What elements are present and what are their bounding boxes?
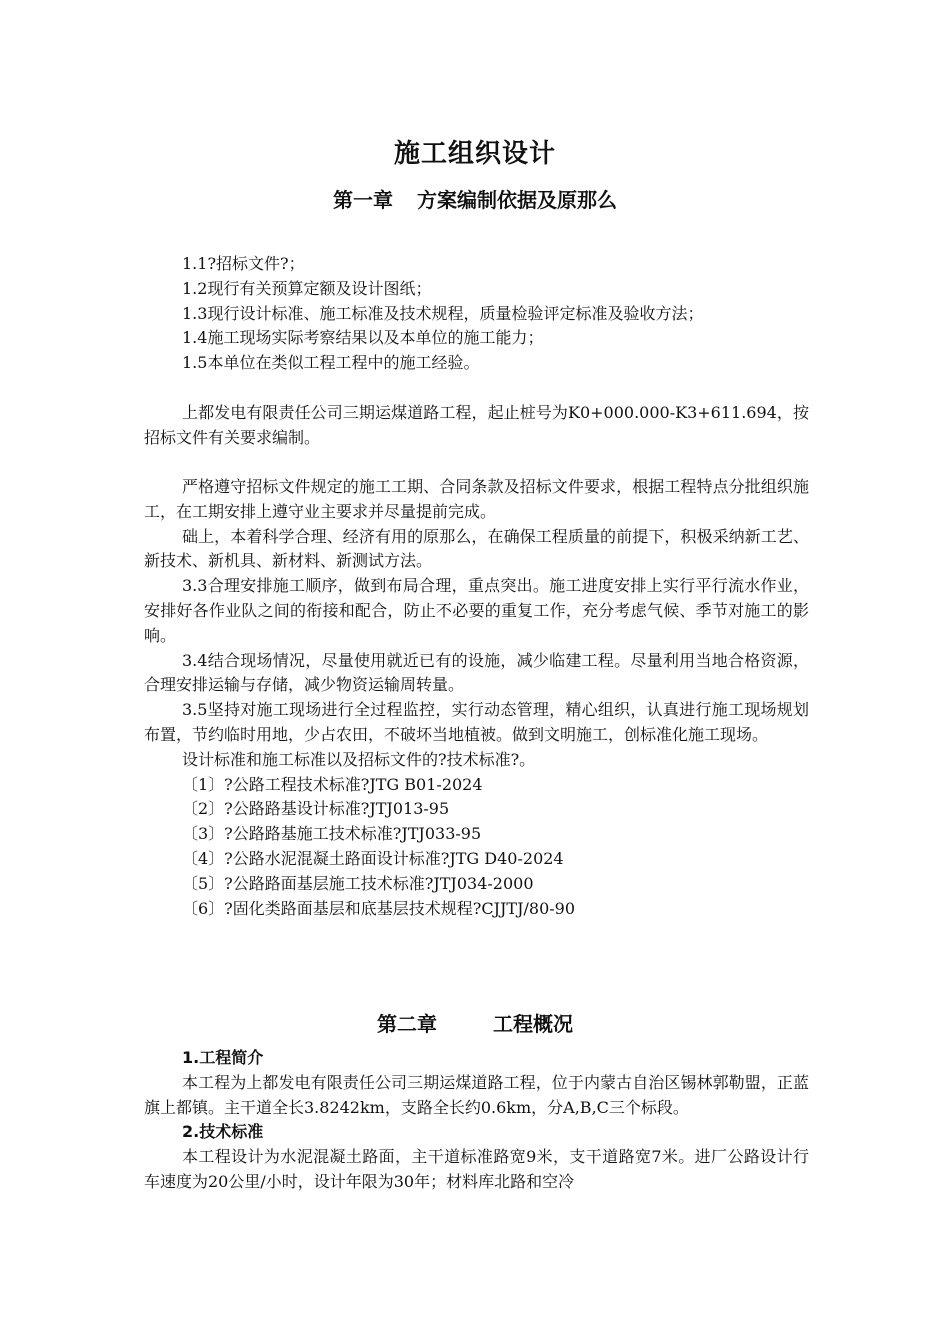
standard-item: 〔6〕?固化类路面基层和底基层技术规程?CJJTJ/80-90 — [182, 898, 576, 918]
standard-item: 〔3〕?公路路基施工技术标准?JTJ033-95 — [182, 824, 482, 844]
section-heading-intro: 1.工程简介 — [182, 1048, 264, 1067]
standard-item: 〔1〕?公路工程技术标准?JTG B01-2024 — [182, 774, 483, 794]
document-title: 施工组织设计 — [393, 139, 556, 169]
chapter-2-heading — [0, 1008, 950, 1040]
principles-section — [144, 475, 809, 921]
standard-item: 〔4〕?公路水泥混凝土路面设计标准?JTG D40-2024 — [182, 848, 564, 868]
section-heading-standards: 2.技术标准 — [182, 1122, 264, 1142]
standard-item: 〔5〕?公路路面基层施工技术标准?JTJ034-2000 — [182, 873, 534, 893]
principle-paragraph: 3.3合理安排施工顺序，做到布局合理，重点突出。施工进度安排上实行平行流水作业，安排好各作业队之间的衔接和配合，防止不必要的重复工作，充分考虑气候、季节对施工的影响。 — [144, 576, 809, 645]
basis-item: 1.5本单位在类似工程工程中的施工经验。 — [182, 353, 480, 373]
principle-paragraph: 础上，本着科学合理、经济有用的原那么，在确保工程质量的前提下，积极采纳新工艺、新技术、新机具、新材料、新测试方法。 — [144, 526, 809, 571]
principle-paragraph: 设计标准和施工标准以及招标文件的?技术标准?。 — [182, 749, 536, 769]
section-text-standards: 本工程设计为水泥混凝土路面，主干道标准路宽9米，支干道路宽7米。进厂公路设计行车速度为20公里/小时，设计年限为30年；材料库北路和空冷 — [144, 1147, 809, 1191]
project-overview — [144, 1046, 809, 1195]
scope-section — [144, 401, 809, 451]
basis-item: 1.3现行设计标准、施工标准及技术规程，质量检验评定标准及验收方法； — [182, 303, 704, 323]
basis-list — [144, 252, 809, 376]
principle-paragraph: 严格遵守招标文件规定的施工工期、合同条款及招标文件要求，根据工程特点分批组织施工，在工期安排上遵守业主要求并尽量提前完成。 — [144, 477, 809, 521]
principle-paragraph: 3.4结合现场情况，尽量使用就近已有的设施，减少临建工程。尽量利用当地合格资源，合理安排运输与存储，减少物资运输周转量。 — [144, 650, 809, 695]
basis-item: 1.4施工现场实际考察结果以及本单位的施工能力； — [182, 328, 544, 348]
section-text-intro: 本工程为上都发电有限责任公司三期运煤道路工程，位于内蒙古自治区锡林郭勒盟，正蓝旗上都镇。主干道全长3.8242km，支路全长约0.6km，分A,B,C三个标段。 — [144, 1072, 809, 1117]
chapter-1-heading — [0, 184, 950, 216]
principle-paragraph: 3.5坚持对施工现场进行全过程监控，实行动态管理，精心组织，认真进行施工现场规划布置，节约临时用地，少占农田，不破坏当地植被。做到文明施工，创标准化施工现场。 — [144, 700, 809, 744]
scope-paragraph: 上都发电有限责任公司三期运煤道路工程，起止桩号为K0+000.000-K3+611.694，按招标文件有关要求编制。 — [144, 403, 809, 447]
basis-item: 1.1?招标文件?； — [182, 254, 305, 273]
chapter-2-label: 第二章 — [377, 1012, 437, 1036]
chapter-1-label: 第一章 — [333, 188, 393, 212]
chapter-1-name: 方案编制依据及原那么 — [417, 188, 617, 212]
basis-item: 1.2现行有关预算定额及设计图纸； — [182, 278, 432, 298]
standard-item: 〔2〕?公路路基设计标准?JTJ013-95 — [182, 799, 450, 819]
chapter-2-name: 工程概况 — [493, 1012, 573, 1036]
